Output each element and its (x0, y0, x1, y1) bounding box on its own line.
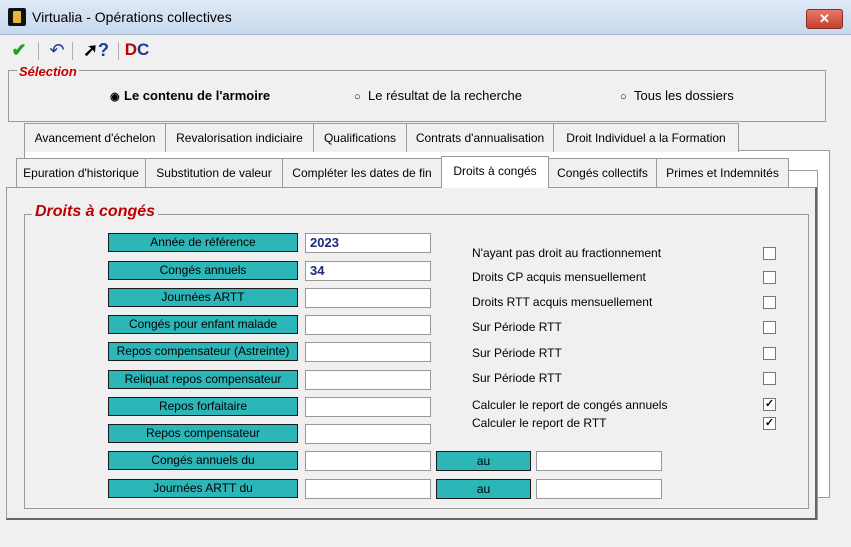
option-label-periode-rtt-3: Sur Période RTT (472, 371, 562, 385)
option-label-fractionnement: N'ayant pas droit au fractionnement (472, 246, 662, 260)
dc-icon[interactable] (122, 38, 152, 62)
label-conges-annuels: Congés annuels (108, 261, 298, 280)
input-repos-forfaitaire[interactable] (305, 397, 431, 417)
label-annee-reference: Année de référence (108, 233, 298, 252)
radio-resultat-recherche[interactable] (354, 87, 522, 105)
label-conges-annuels-au: au (436, 451, 531, 471)
tab-primes-indemnites[interactable]: Primes et Indemnités (656, 158, 789, 187)
tab-substitution-valeur[interactable]: Substitution de valeur (145, 158, 283, 187)
label-repos-forfaitaire: Repos forfaitaire (108, 397, 298, 416)
radio-label: Le résultat de la recherche (368, 88, 522, 103)
label-reliquat-repos-compensateur: Reliquat repos compensateur (108, 370, 298, 389)
close-button[interactable]: ✕ (806, 9, 843, 29)
input-conges-annuels-au[interactable] (536, 451, 662, 471)
input-repos-compensateur-astreinte[interactable] (305, 342, 431, 362)
option-label-periode-rtt-2: Sur Période RTT (472, 346, 562, 360)
app-icon (8, 8, 26, 26)
radio-tous-dossiers[interactable] (620, 87, 734, 105)
help-question-mark: ? (98, 40, 110, 60)
tab-qualifications[interactable]: Qualifications (313, 123, 407, 152)
tab-epuration-historique[interactable]: Epuration d'historique (16, 158, 146, 187)
tab-droits-conges[interactable]: Droits à congés (441, 156, 549, 188)
checkbox-periode-rtt-2[interactable] (763, 347, 776, 360)
input-journees-artt-du[interactable] (305, 479, 431, 499)
radio-label: Tous les dossiers (634, 88, 734, 103)
checkbox-report-rtt[interactable]: ✓ (764, 417, 775, 429)
undo-icon[interactable]: ↶ (49, 40, 65, 60)
label-journees-artt-du: Journées ARTT du (108, 479, 298, 498)
selection-legend: Sélection (19, 64, 77, 79)
tab-droit-individuel-formation[interactable]: Droit Individuel a la Formation (553, 123, 739, 152)
dc-c-letter: C (137, 40, 150, 59)
toolbar-separator (38, 42, 39, 60)
label-repos-compensateur: Repos compensateur (108, 424, 298, 443)
checkbox-report-conges[interactable]: ✓ (764, 398, 775, 410)
title-bar (0, 0, 851, 35)
checkbox-rtt-mensuel[interactable] (763, 296, 776, 309)
tab-revalorisation-indiciaire[interactable]: Revalorisation indiciaire (165, 123, 314, 152)
context-help-icon[interactable]: ➚? (82, 40, 110, 60)
tab-contrats-annualisation[interactable]: Contrats d'annualisation (406, 123, 554, 152)
checkbox-cp-mensuel[interactable] (763, 271, 776, 284)
checkbox-periode-rtt-3[interactable] (763, 372, 776, 385)
input-reliquat-repos-compensateur[interactable] (305, 370, 431, 390)
input-journees-artt[interactable] (305, 288, 431, 308)
tab-avancement-echelon[interactable]: Avancement d'échelon (24, 123, 166, 152)
bottom-strip (0, 530, 851, 547)
checkbox-fractionnement[interactable] (763, 247, 776, 260)
radio-empty-icon: ○ (354, 91, 361, 103)
tab-completer-dates-fin[interactable]: Compléter les dates de fin (282, 158, 442, 187)
option-label-rtt-mensuel: Droits RTT acquis mensuellement (472, 295, 653, 309)
radio-empty-icon: ○ (620, 91, 627, 103)
input-conges-annuels[interactable]: 34 (305, 261, 431, 281)
label-repos-compensateur-astreinte: Repos compensateur (Astreinte) (108, 342, 298, 361)
window-title: Virtualia - Opérations collectives (32, 9, 232, 25)
label-journees-artt: Journées ARTT (108, 288, 298, 307)
input-conges-enfant-malade[interactable] (305, 315, 431, 335)
input-annee-reference[interactable]: 2023 (305, 233, 431, 253)
label-conges-enfant-malade: Congés pour enfant malade (108, 315, 298, 334)
toolbar (0, 36, 851, 64)
checkbox-periode-rtt-1[interactable] (763, 321, 776, 334)
toolbar-separator (118, 42, 119, 60)
radio-label: Le contenu de l'armoire (124, 88, 271, 103)
label-journees-artt-au: au (436, 479, 531, 499)
option-label-report-rtt: Calculer le report de RTT (472, 416, 607, 430)
option-label-periode-rtt-1: Sur Période RTT (472, 320, 562, 334)
option-label-report-conges: Calculer le report de congés annuels (472, 398, 668, 412)
validate-check-icon[interactable]: ✔ (11, 40, 27, 60)
input-journees-artt-au[interactable] (536, 479, 662, 499)
option-label-cp-mensuel: Droits CP acquis mensuellement (472, 270, 646, 284)
input-conges-annuels-du[interactable] (305, 451, 431, 471)
tab-conges-collectifs[interactable]: Congés collectifs (548, 158, 657, 187)
radio-selected-icon: ◉ (110, 91, 120, 103)
toolbar-separator (72, 42, 73, 60)
droits-conges-legend: Droits à congés (32, 203, 158, 221)
input-repos-compensateur[interactable] (305, 424, 431, 444)
dc-d-letter: D (124, 40, 137, 59)
radio-contenu-armoire[interactable] (110, 87, 270, 105)
label-conges-annuels-du: Congés annuels du (108, 451, 298, 470)
